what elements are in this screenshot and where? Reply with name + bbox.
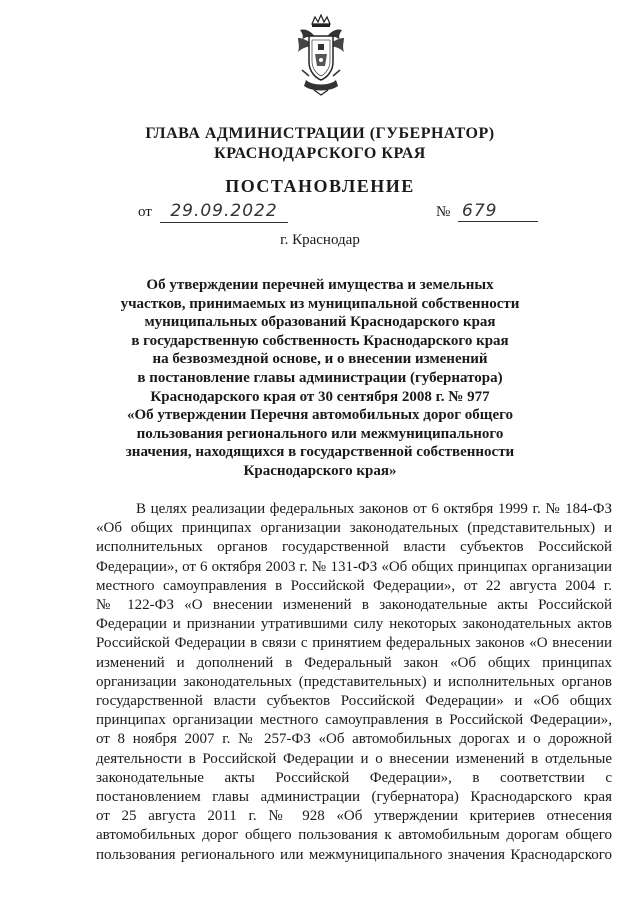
title-line: на безвозмездной основе, и о внесении изменений	[152, 351, 488, 368]
document-type: ПОСТАНОВЛЕНИЕ	[225, 176, 415, 196]
body-line: местного самоуправления в Российской Федерации», от 22 августа 2004 г.	[96, 577, 612, 594]
title-line: пользования регионального или межмуниципального	[136, 425, 504, 442]
number-prefix: №	[436, 204, 451, 220]
authority-title-line1: ГЛАВА АДМИНИСТРАЦИИ (ГУБЕРНАТОР)	[145, 125, 495, 142]
title-line: Краснодарского края от 30 сентября 2008 г. № 977	[150, 388, 490, 405]
document-number: 679	[458, 200, 538, 222]
title-line: участков, принимаемых из муниципальной собственности	[120, 295, 520, 312]
body-line: деятельности в Российской Федерации и о внесении изменений в отдельные	[96, 750, 612, 767]
body-line: пользования регионального или межмуниципального значения Краснодарского	[96, 846, 612, 863]
body-line: изменений и дополнений в Федеральный закон «Об общих принципах	[96, 654, 612, 671]
title-line: в постановление главы администрации (губернатора)	[137, 369, 503, 386]
title-line: Краснодарского края»	[243, 462, 397, 479]
body-line: постановлением главы администрации (губернатора) Краснодарского края	[96, 789, 612, 806]
body-line: Федерации и признании утратившими силу некоторых законодательных актов	[96, 616, 612, 633]
title-line: Об утверждении перечней имущества и земельных	[146, 277, 494, 293]
title-line: значения, находящихся в государственной собственности	[125, 444, 515, 461]
body-line: «Об общих принципах организации законодательных (представительных) и	[96, 520, 612, 537]
date-prefix: от	[138, 204, 152, 220]
body-line: законодательные акты Российской Федерации», в соответствии с	[96, 769, 612, 786]
body-line: автомобильных дорог общего пользования к автомобильным дорогам общего	[96, 827, 612, 844]
body-line: от 8 ноября 2007 г. № 257-ФЗ «Об автомобильных дорогах и о дорожной	[96, 731, 612, 748]
body-line: № 122-ФЗ «О внесении изменений в законодательные акты Российской	[96, 597, 612, 614]
body-line: принципах организации местного самоуправления в Российской Федерации»,	[96, 712, 612, 729]
body-line: государственной власти субъектов Российской Федерации» и «Об общих	[96, 693, 612, 710]
body-line: Федерации», от 6 октября 2003 г. № 131-ФЗ «Об общих принципах организации	[96, 558, 612, 575]
title-line: муниципальных образований Краснодарского края	[144, 314, 496, 331]
body-line: от 25 августа 2011 г. № 928 «Об утверждении критериев отнесения	[96, 808, 612, 825]
authority-title-line2: КРАСНОДАРСКОГО КРАЯ	[214, 145, 426, 162]
title-line: в государственную собственность Краснодарского края	[131, 332, 509, 349]
body-text	[96, 500, 612, 865]
document-title	[120, 276, 520, 481]
body-line: Российской Федерации в связи с принятием федеральных законов «О внесении	[96, 635, 612, 652]
coat-of-arms-emblem	[292, 14, 350, 96]
body-line: В целях реализации федеральных законов от 6 октября 1999 г. № 184-ФЗ	[136, 501, 612, 517]
city: г. Краснодар	[280, 232, 360, 248]
document-date: 29.09.2022	[160, 200, 288, 223]
title-line: «Об утверждении Перечня автомобильных дорог общего	[126, 407, 514, 424]
body-line: исполнительных органов государственной власти субъектов Российской	[96, 539, 612, 556]
body-line: организации законодательных (представительных) и исполнительных органов	[96, 673, 612, 690]
